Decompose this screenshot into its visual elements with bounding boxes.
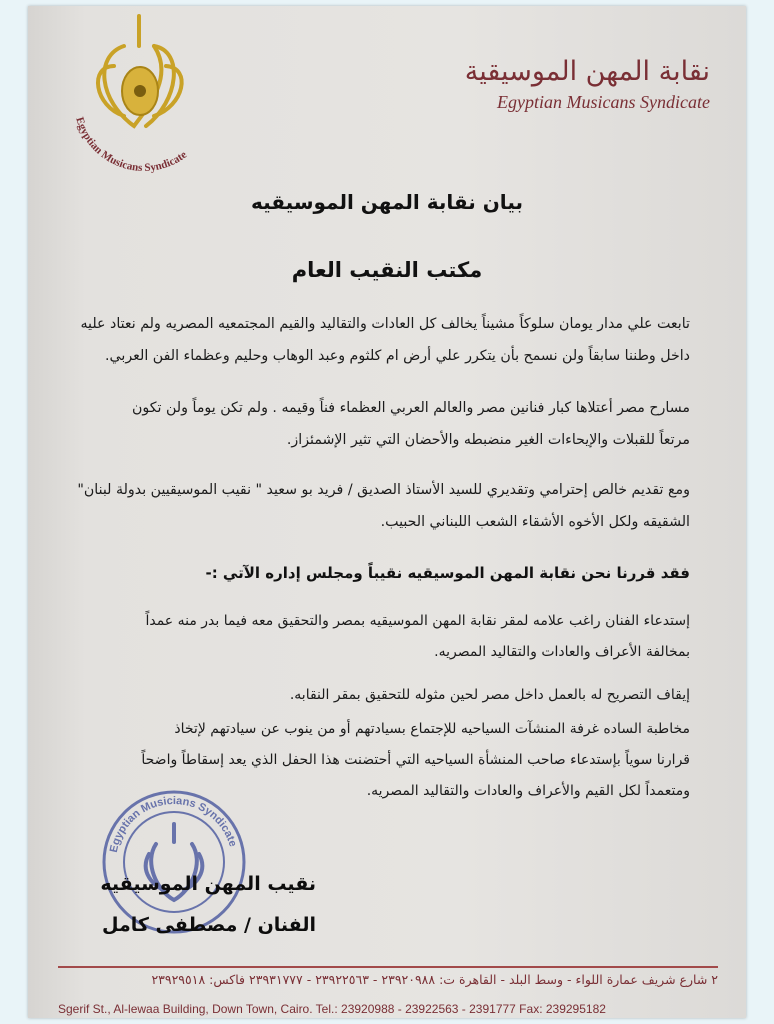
letter-page — [28, 6, 746, 1018]
bullet-line: بمخالفة الأعراف والعادات والتقاليد المصريه. — [434, 644, 690, 660]
footer-address-en: Sgerif St., Al-lewaa Building, Down Town, Cairo. Tel.: 23920988 - 23922563 - 2391777 Fax: 239295182 — [58, 1002, 606, 1016]
bullet-line: إيقاف التصريح له بالعمل داخل مصر لحين مثوله للتحقيق بمقر النقابه. — [289, 687, 690, 703]
signatory-title: نقيب المهن الموسيقيه — [100, 873, 316, 895]
paragraph-1 — [60, 308, 690, 372]
letterhead-name-en: Egyptian Musicans Syndicate — [497, 92, 710, 112]
syndicate-logo — [54, 6, 224, 186]
lyre-logo-icon — [54, 6, 224, 186]
paragraph-3 — [60, 474, 690, 538]
paragraph-line: مسارح مصر أعتلاها كبار فنانين مصر والعالم العربي العظماء فناً وقيمه . ولم تكن يوماً ولن تكون — [131, 400, 690, 416]
bullet-line: قرارنا سوياً بإستدعاء صاحب المنشأة السياحيه التي أحتضنت هذا الحفل الذي يعد إسقاطاً واضحاً — [141, 752, 690, 768]
bullet-line: ومتعمداً لكل القيم والأعراف والعادات والتقاليد المصريه. — [366, 783, 690, 799]
paragraph-line: مرتعاً للقبلات والإيحاءات الغير منضبطه والأحضان التي تثير الإشمئزاز. — [286, 432, 690, 448]
logo-ring-text: Egyptian Musicans Syndicate — [73, 115, 190, 175]
paragraph-line: الشقيقه ولكل الأخوه الأشقاء الشعب اللبناني الحبيب. — [380, 514, 690, 530]
bullet-line: مخاطبة الساده غرفة المنشآت السياحيه للإجتماع بسيادتهم أو من ينوب عن سيادتهم لإتخاذ — [174, 721, 690, 737]
decision-heading: فقد قررنا نحن نقابة المهن الموسيقيه نقيباً ومجلس إداره الآتي :- — [205, 564, 690, 582]
statement-title: بيان نقابة المهن الموسيقيه — [250, 190, 523, 214]
signatory-name: الفنان / مصطفى كامل — [101, 914, 316, 936]
paragraph-line: داخل وطننا سابقاً ولن نسمح بأن يتكرر علي أرض ام كلثوم وعبد الوهاب وحليم وعظماء الفن العربي. — [105, 348, 690, 364]
letterhead-name-ar: نقابة المهن الموسيقية — [464, 56, 710, 87]
paragraph-2 — [60, 392, 690, 456]
bullet-line: إستدعاء الفنان راغب علامه لمقر نقابة المهن الموسيقيه بمصر والتحقيق معه فيما بدر منه عمداً — [145, 613, 690, 629]
decision-item-1 — [70, 606, 690, 668]
paragraph-line: تابعت علي مدار يومان سلوكاً مشيناً يخالف كل العادات والتقاليد والقيم المجتمعيه المصريه ولم نعتاد عليه — [80, 316, 690, 332]
office-subtitle: مكتب النقيب العام — [291, 258, 483, 282]
paragraph-line: ومع تقديم خالص إحترامي وتقديري للسيد الأستاذ الصديق / فريد بو سعيد " نقيب الموسيقيين بدولة لبنان" — [77, 482, 690, 498]
footer-address-ar: ٢ شارع شريف عمارة اللواء - وسط البلد - القاهرة ت: ٢٣٩٢٠٩٨٨ - ٢٣٩٢٢٥٦٣ - ٢٣٩٣١٧٧٧ فاكس: ٢٣٩٢٩٥١٨ — [151, 972, 718, 987]
decision-item-2 — [70, 680, 690, 711]
footer-divider — [58, 966, 718, 968]
stamp-ring-text: Egyptian Musicians Syndicate — [107, 794, 239, 854]
